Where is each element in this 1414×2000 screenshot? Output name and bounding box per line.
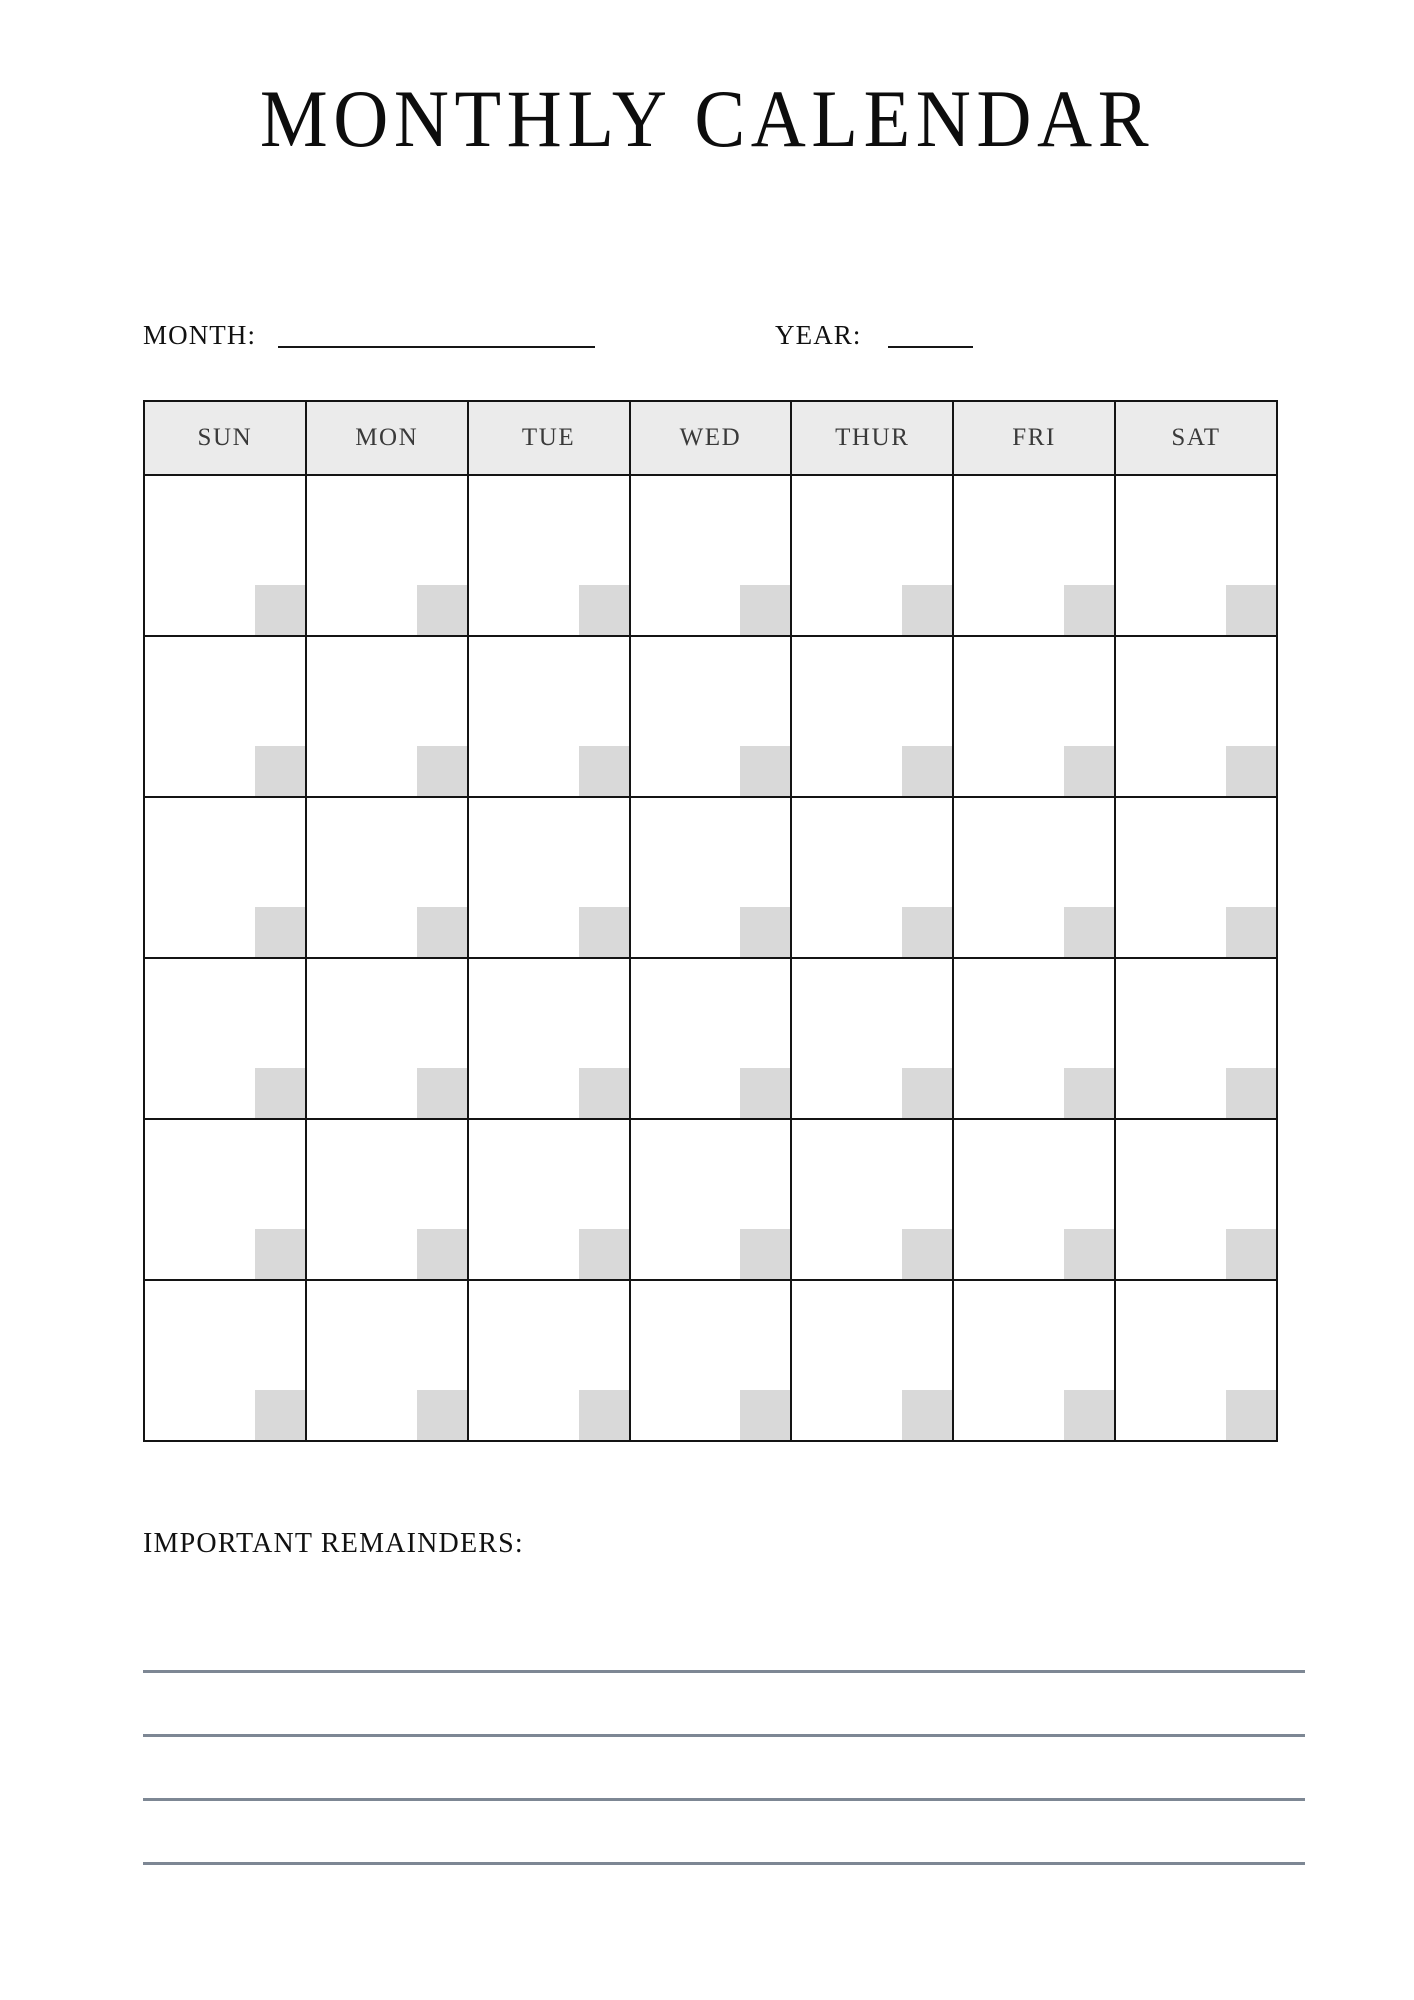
calendar-header-row [144,401,1277,475]
calendar-day-cell[interactable] [144,797,306,958]
calendar-day-cell[interactable] [953,475,1115,636]
calendar-day-cell[interactable] [306,797,468,958]
day-number-box[interactable] [579,907,629,957]
day-number-box[interactable] [740,907,790,957]
calendar-grid [143,400,1278,1442]
calendar-day-cell[interactable] [306,958,468,1119]
calendar-day-cell[interactable] [630,636,792,797]
day-number-box[interactable] [417,746,467,796]
day-number-box[interactable] [740,585,790,635]
calendar-day-cell[interactable] [306,475,468,636]
calendar-day-cell[interactable] [630,1119,792,1280]
day-number-box[interactable] [579,746,629,796]
calendar-week-row [144,797,1277,958]
calendar-day-cell[interactable] [630,1280,792,1441]
day-number-box[interactable] [902,1229,952,1279]
reminders-heading: IMPORTANT REMAINDERS: [143,1528,524,1559]
day-number-box[interactable] [417,1068,467,1118]
day-number-box[interactable] [579,585,629,635]
calendar-day-cell[interactable] [953,1280,1115,1441]
calendar-day-cell[interactable] [953,636,1115,797]
day-number-box[interactable] [417,1390,467,1440]
day-number-box[interactable] [417,1229,467,1279]
day-number-box[interactable] [1226,585,1276,635]
year-label: YEAR: [775,320,862,350]
year-input-line[interactable] [888,346,973,348]
calendar-day-cell[interactable] [630,797,792,958]
calendar-day-cell[interactable] [953,1119,1115,1280]
weekday-header-mon: MON [306,401,468,475]
day-number-box[interactable] [1226,1068,1276,1118]
weekday-header-thur: THUR [791,401,953,475]
day-number-box[interactable] [255,1068,305,1118]
weekday-header-sat: SAT [1115,401,1277,475]
calendar-day-cell[interactable] [144,475,306,636]
day-number-box[interactable] [902,907,952,957]
calendar-day-cell[interactable] [1115,797,1277,958]
calendar-day-cell[interactable] [468,1280,630,1441]
day-number-box[interactable] [417,585,467,635]
weekday-header-row [144,401,1277,475]
day-number-box[interactable] [902,585,952,635]
weekday-header-wed: WED [630,401,792,475]
reminder-write-line[interactable] [143,1798,1305,1801]
day-number-box[interactable] [1226,1229,1276,1279]
day-number-box[interactable] [1064,907,1114,957]
day-number-box[interactable] [579,1390,629,1440]
day-number-box[interactable] [740,746,790,796]
day-number-box[interactable] [1064,1068,1114,1118]
year-field-group [775,313,973,357]
weekday-header-fri: FRI [953,401,1115,475]
day-number-box[interactable] [902,1068,952,1118]
day-number-box[interactable] [255,1229,305,1279]
calendar-body [144,475,1277,1441]
calendar-day-cell[interactable] [1115,475,1277,636]
day-number-box[interactable] [1226,1390,1276,1440]
day-number-box[interactable] [255,907,305,957]
calendar-day-cell[interactable] [144,636,306,797]
day-number-box[interactable] [255,585,305,635]
calendar-day-cell[interactable] [791,475,953,636]
calendar-day-cell[interactable] [468,797,630,958]
calendar-day-cell[interactable] [1115,1119,1277,1280]
day-number-box[interactable] [417,907,467,957]
day-number-box[interactable] [1226,907,1276,957]
reminder-write-line[interactable] [143,1862,1305,1865]
calendar-day-cell[interactable] [630,958,792,1119]
calendar-day-cell[interactable] [468,958,630,1119]
calendar-day-cell[interactable] [468,475,630,636]
day-number-box[interactable] [740,1068,790,1118]
day-number-box[interactable] [902,1390,952,1440]
day-number-box[interactable] [1064,1229,1114,1279]
reminders-line-list [143,1670,1305,1865]
reminder-write-line[interactable] [143,1670,1305,1673]
calendar-day-cell[interactable] [630,475,792,636]
calendar-day-cell[interactable] [306,636,468,797]
calendar-day-cell[interactable] [791,1119,953,1280]
reminder-write-line[interactable] [143,1734,1305,1737]
page-title: MONTHLY CALENDAR [259,73,1155,164]
calendar-week-row [144,636,1277,797]
calendar-week-row [144,958,1277,1119]
calendar-day-cell[interactable] [144,1119,306,1280]
month-year-row [143,313,1278,357]
weekday-header-sun: SUN [144,401,306,475]
day-number-box[interactable] [255,746,305,796]
calendar-day-cell[interactable] [791,1280,953,1441]
day-number-box[interactable] [579,1229,629,1279]
calendar-day-cell[interactable] [791,636,953,797]
calendar-day-cell[interactable] [144,958,306,1119]
calendar-day-cell[interactable] [1115,958,1277,1119]
day-number-box[interactable] [255,1390,305,1440]
calendar-day-cell[interactable] [468,1119,630,1280]
day-number-box[interactable] [1064,585,1114,635]
calendar-day-cell[interactable] [306,1119,468,1280]
calendar-day-cell[interactable] [144,1280,306,1441]
calendar-day-cell[interactable] [953,797,1115,958]
month-input-line[interactable] [278,346,595,348]
day-number-box[interactable] [579,1068,629,1118]
calendar-week-row [144,1280,1277,1441]
day-number-box[interactable] [740,1390,790,1440]
calendar-day-cell[interactable] [953,958,1115,1119]
calendar-week-row [144,475,1277,636]
calendar-day-cell[interactable] [468,636,630,797]
calendar-day-cell[interactable] [306,1280,468,1441]
month-field-group [143,313,595,357]
day-number-box[interactable] [902,746,952,796]
calendar-day-cell[interactable] [791,958,953,1119]
day-number-box[interactable] [1226,746,1276,796]
month-label: MONTH: [143,320,257,350]
calendar-week-row [144,1119,1277,1280]
calendar-day-cell[interactable] [1115,636,1277,797]
day-number-box[interactable] [740,1229,790,1279]
day-number-box[interactable] [1064,746,1114,796]
day-number-box[interactable] [1064,1390,1114,1440]
weekday-header-tue: TUE [468,401,630,475]
calendar-day-cell[interactable] [791,797,953,958]
calendar-day-cell[interactable] [1115,1280,1277,1441]
